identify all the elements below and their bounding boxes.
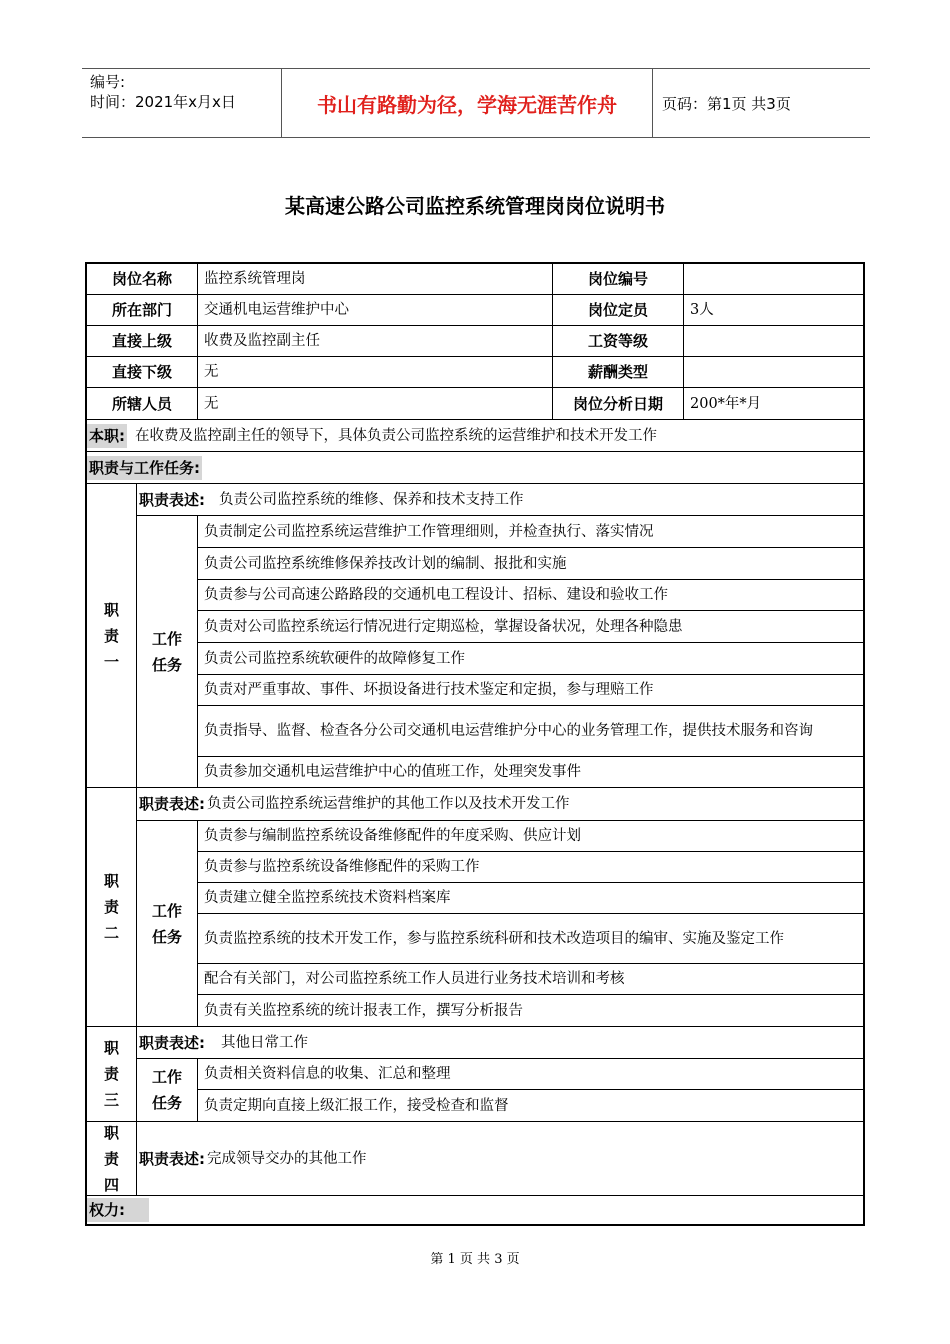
pay-type-value [684,357,863,388]
post-name-label: 岗位名称 [87,264,198,295]
power-label: 权力: [87,1198,149,1222]
wage-value [684,326,863,357]
page-footer: 第 1 页 共 3 页 [430,1252,520,1267]
duty3-desc: 其他日常工作 [221,1034,308,1051]
duty1-task: 负责参与公司高速公路路段的交通机电工程设计、招标、建设和验收工作 [198,580,863,611]
dept-label: 所在部门 [87,295,198,326]
post-no-label: 岗位编号 [553,264,684,295]
duty4-desc-label: 职责表述: [139,1149,205,1168]
document-time: 时间：2021年x月x日 [90,93,236,111]
duty2-label: 职 责 二 [87,788,137,1027]
page-header [82,68,870,138]
duty3-label: 职 责 三 [87,1027,137,1122]
post-no-value [684,264,863,295]
staff-label: 所辖人员 [87,388,198,420]
staff-value: 无 [198,388,553,420]
duty1-desc: 负责公司监控系统的维修、保养和技术支持工作 [219,491,524,508]
post-name-value: 监控系统管理岗 [198,264,553,295]
duty4-desc-row [137,1122,863,1196]
superior-value: 收费及监控副主任 [198,326,553,357]
header-motto: 书山有路勤为径，学海无涯苦作舟 [281,69,653,137]
duty1-task: 负责对公司监控系统运行情况进行定期巡检，掌握设备状况，处理各种隐患 [198,611,863,643]
duty1-desc-label: 职责表述: [139,490,205,509]
duty2-tasks-label: 工作 任务 [137,821,198,1027]
duty2-task: 负责建立健全监控系统技术资料档案库 [198,883,863,914]
duty2-task: 配合有关部门，对公司监控系统工作人员进行业务技术培训和考核 [198,964,863,995]
power-row [87,1196,863,1224]
superior-label: 直接上级 [87,326,198,357]
duty2-desc: 负责公司监控系统运营维护的其他工作以及技术开发工作 [207,796,570,812]
main-duty-label: 本职: [87,424,127,448]
duty4-label: 职 责 四 [87,1122,137,1196]
subordinate-label: 直接下级 [87,357,198,388]
duty4-desc: 完成领导交办的其他工作 [207,1150,367,1167]
duties-header: 职责与工作任务: [87,456,202,480]
wage-label: 工资等级 [553,326,684,357]
quota-label: 岗位定员 [553,295,684,326]
job-description-table [85,262,865,1226]
duty2-task: 负责参与监控系统设备维修配件的采购工作 [198,852,863,883]
duty3-desc-row [137,1027,863,1059]
duties-header-row [87,452,863,484]
document-number-label: 编号: [90,73,126,91]
duty1-task: 负责对严重事故、事件、坏损设备进行技术鉴定和定损，参与理赔工作 [198,675,863,706]
duty3-tasks-label: 工作 任务 [137,1059,198,1122]
duty3-task: 负责相关资料信息的收集、汇总和整理 [198,1059,863,1090]
main-duty-text: 在收费及监控副主任的领导下，具体负责公司监控系统的运营维护和技术开发工作 [135,427,657,444]
header-meta [90,72,236,112]
duty3-task: 负责定期向直接上级汇报工作，接受检查和监督 [198,1090,863,1122]
duty1-task: 负责公司监控系统软硬件的故障修复工作 [198,643,863,675]
analysis-date-label: 岗位分析日期 [553,388,684,420]
duty2-desc-label: 职责表述: [139,795,205,813]
main-duty-row [87,420,863,452]
subordinate-value: 无 [198,357,553,388]
duty1-task: 负责制定公司监控系统运营维护工作管理细则，并检查执行、落实情况 [198,516,863,548]
duty1-label: 职 责 一 [87,484,137,788]
duty2-task: 负责有关监控系统的统计报表工作，撰写分析报告 [198,995,863,1027]
duty2-desc-row [137,788,863,821]
duty1-task: 负责参加交通机电运营维护中心的值班工作，处理突发事件 [198,757,863,788]
pay-type-label: 薪酬类型 [553,357,684,388]
duty3-desc-label: 职责表述: [139,1033,205,1052]
header-page-info: 页码：第1页 共3页 [662,95,791,113]
duty2-task: 负责监控系统的技术开发工作，参与监控系统科研和技术改造项目的编审、实施及鉴定工作 [198,914,863,964]
duty1-task: 负责公司监控系统维修保养技改计划的编制、报批和实施 [198,548,863,580]
document-title: 某高速公路公司监控系统管理岗岗位说明书 [285,194,665,218]
duty1-task: 负责指导、监督、检查各分公司交通机电运营维护分中心的业务管理工作，提供技术服务和咨询 [198,706,863,757]
duty2-task: 负责参与编制监控系统设备维修配件的年度采购、供应计划 [198,821,863,852]
analysis-date-value: 200*年*月 [684,388,863,420]
dept-value: 交通机电运营维护中心 [198,295,553,326]
duty1-tasks-label: 工作 任务 [137,516,198,788]
duty1-desc-row [137,484,863,516]
quota-value: 3人 [684,295,863,326]
